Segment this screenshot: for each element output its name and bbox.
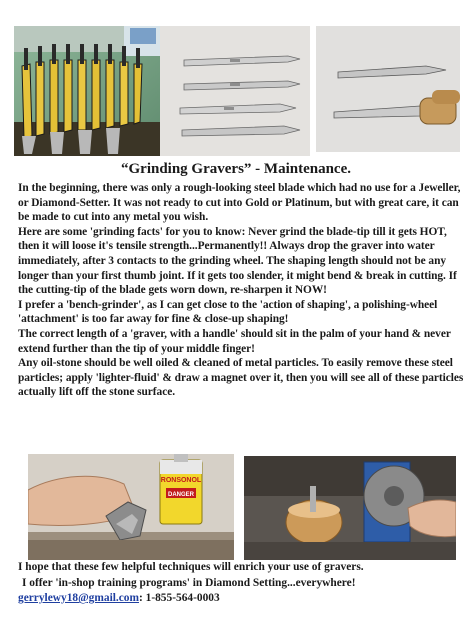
can-warning-label: DANGER [167, 492, 195, 498]
training-offer-line: I offer 'in-shop training programs' in Diamond Setting...everywhere! [22, 576, 356, 589]
article-body [18, 181, 464, 400]
paragraph-intro: In the beginning, there was only a rough-looking steel blade which had no use for a Jeweller, or Diamond-Setter. It was not ready to cut into Gold or Platinum, but with great care, it can be made to cut into any metal you wish. [18, 182, 461, 224]
photo-graver-blades [160, 26, 310, 156]
can-brand-label: RONSONOL [160, 477, 202, 484]
page-title: “Grinding Gravers” - Maintenance. [121, 161, 351, 177]
phone-number: : 1-855-564-0003 [138, 592, 220, 604]
closing-line: I hope that these few helpful techniques will enrich your use of gravers. [18, 561, 364, 573]
paragraph-grinding-facts: Here are some 'grinding facts' for you to know: Never grind the blade-tip till it gets HOT, then it will loose it's tensile strength...Permanently!! Always drop the graver into water immediately, after 3 contacts to the grinding wheel. The shaping length should not be any longer than your first thumb joint. If it gets too slender, it might bend & break in cutting. If the cutting-tip of the blade gets worn down, re-sharpen it NOW! [18, 225, 457, 297]
email-link[interactable]: gerrylewy18@gmail.com [18, 592, 139, 604]
photo-graver-with-handle [316, 26, 460, 152]
photo-gravers-in-rack [14, 26, 160, 156]
paragraph-graver-length: The correct length of a 'graver, with a handle' should sit in the palm of your hand & never extend further than the tip of your middle finger! [18, 327, 451, 355]
footer [18, 560, 464, 607]
contact-line [18, 591, 464, 607]
paragraph-oil-stone: Any oil-stone should be well oiled & cleaned of metal particles. To easily remove these steel particles; apply 'lighter-fluid' & draw a magnet over it, then you will see all of these particles actually lift off the stone surface. [18, 357, 464, 399]
photo-magnet-and-lighter-fluid [28, 454, 234, 560]
photo-bench-grinder-shaping [244, 456, 456, 560]
paragraph-bench-grinder: I prefer a 'bench-grinder', as I can get close to the 'action of shaping', a polishing-wheel 'attachment' is too far away for fine & close-up shaping! [18, 298, 438, 326]
